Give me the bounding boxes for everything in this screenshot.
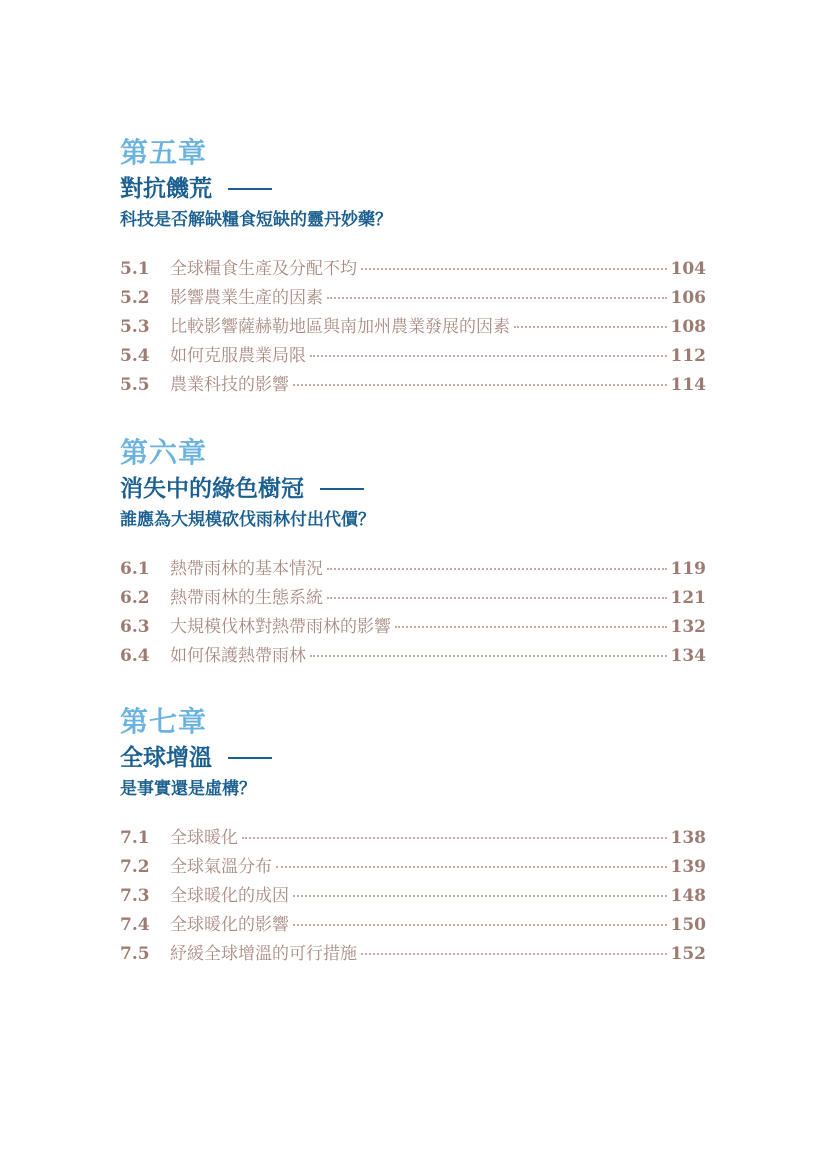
toc-entry[interactable] xyxy=(120,283,706,312)
page-number: 150 xyxy=(670,915,706,935)
chapter-title-text: 全球增溫 xyxy=(120,744,212,771)
page-number: 114 xyxy=(670,375,706,395)
section-title: 全球暖化的影響 xyxy=(170,915,289,935)
section-number: 6.2 xyxy=(120,588,150,608)
chapter-7 xyxy=(120,705,706,968)
chapter-6 xyxy=(120,436,706,670)
section-title: 熱帶雨林的生態系統 xyxy=(170,588,323,608)
section-number: 6.4 xyxy=(120,646,150,666)
section-title: 紓緩全球增溫的可行措施 xyxy=(170,944,357,964)
toc-entry[interactable] xyxy=(120,939,706,968)
title-dash xyxy=(228,188,272,190)
section-title: 全球暖化的成因 xyxy=(170,886,289,906)
dot-leader xyxy=(293,895,667,897)
dot-leader xyxy=(361,268,667,270)
chapter-title xyxy=(120,174,706,204)
toc-entry[interactable] xyxy=(120,554,706,583)
toc-entry[interactable] xyxy=(120,881,706,910)
section-title: 如何克服農業局限 xyxy=(170,346,306,366)
page-number: 112 xyxy=(670,346,706,366)
section-number: 5.4 xyxy=(120,346,150,366)
toc-entry[interactable] xyxy=(120,341,706,370)
section-number: 7.2 xyxy=(120,857,150,877)
dot-leader xyxy=(310,355,667,357)
section-title: 農業科技的影響 xyxy=(170,375,289,395)
section-number: 7.5 xyxy=(120,944,150,964)
title-dash xyxy=(228,757,272,759)
section-number: 6.1 xyxy=(120,559,150,579)
dot-leader xyxy=(276,866,667,868)
page-number: 148 xyxy=(670,886,706,906)
toc-list xyxy=(120,554,706,670)
section-number: 5.5 xyxy=(120,375,150,395)
chapter-title-text: 消失中的綠色樹冠 xyxy=(120,475,304,502)
chapter-label: 第七章 xyxy=(120,705,208,738)
chapter-title xyxy=(120,743,706,773)
section-title: 比較影響薩赫勒地區與南加州農業發展的因素 xyxy=(170,317,510,337)
page-number: 132 xyxy=(670,617,706,637)
section-number: 7.3 xyxy=(120,886,150,906)
chapter-subtitle: 科技是否解缺糧食短缺的靈丹妙藥？ xyxy=(120,210,392,230)
toc-entry[interactable] xyxy=(120,612,706,641)
section-title: 全球暖化 xyxy=(170,828,238,848)
toc-list xyxy=(120,823,706,968)
chapter-subtitle: 是事實還是虛構？ xyxy=(120,779,256,799)
dot-leader xyxy=(327,297,667,299)
chapter-title xyxy=(120,474,706,504)
dot-leader xyxy=(310,655,667,657)
page-number: 134 xyxy=(670,646,706,666)
toc-entry[interactable] xyxy=(120,583,706,612)
page-number: 139 xyxy=(670,857,706,877)
page-number: 108 xyxy=(670,317,706,337)
page-number: 106 xyxy=(670,288,706,308)
page-number: 138 xyxy=(670,828,706,848)
chapter-subtitle: 誰應為大規模砍伐雨林付出代價？ xyxy=(120,510,375,530)
dot-leader xyxy=(327,568,667,570)
toc-entry[interactable] xyxy=(120,910,706,939)
section-title: 全球氣溫分布 xyxy=(170,857,272,877)
toc-entry[interactable] xyxy=(120,852,706,881)
toc-entry[interactable] xyxy=(120,312,706,341)
chapter-label: 第五章 xyxy=(120,136,208,169)
section-title: 大規模伐林對熱帶雨林的影響 xyxy=(170,617,391,637)
toc-list xyxy=(120,254,706,399)
toc-entry[interactable] xyxy=(120,254,706,283)
toc-entry[interactable] xyxy=(120,370,706,399)
dot-leader xyxy=(242,837,667,839)
page-number: 119 xyxy=(670,559,706,579)
page-number: 104 xyxy=(670,259,706,279)
dot-leader xyxy=(293,924,667,926)
section-number: 5.3 xyxy=(120,317,150,337)
section-title: 全球糧食生產及分配不均 xyxy=(170,259,357,279)
title-dash xyxy=(320,488,364,490)
toc-entry[interactable] xyxy=(120,641,706,670)
dot-leader xyxy=(293,384,667,386)
section-number: 7.1 xyxy=(120,828,150,848)
page-number: 121 xyxy=(670,588,706,608)
chapter-5 xyxy=(120,136,706,399)
toc-entry[interactable] xyxy=(120,823,706,852)
chapter-title-text: 對抗饑荒 xyxy=(120,175,212,202)
section-number: 6.3 xyxy=(120,617,150,637)
section-number: 7.4 xyxy=(120,915,150,935)
dot-leader xyxy=(327,597,667,599)
section-title: 影響農業生產的因素 xyxy=(170,288,323,308)
dot-leader xyxy=(395,626,667,628)
section-number: 5.2 xyxy=(120,288,150,308)
section-number: 5.1 xyxy=(120,259,150,279)
page-number: 152 xyxy=(670,944,706,964)
chapter-label: 第六章 xyxy=(120,436,208,469)
dot-leader xyxy=(514,326,667,328)
section-title: 熱帶雨林的基本情況 xyxy=(170,559,323,579)
dot-leader xyxy=(361,953,667,955)
section-title: 如何保護熱帶雨林 xyxy=(170,646,306,666)
